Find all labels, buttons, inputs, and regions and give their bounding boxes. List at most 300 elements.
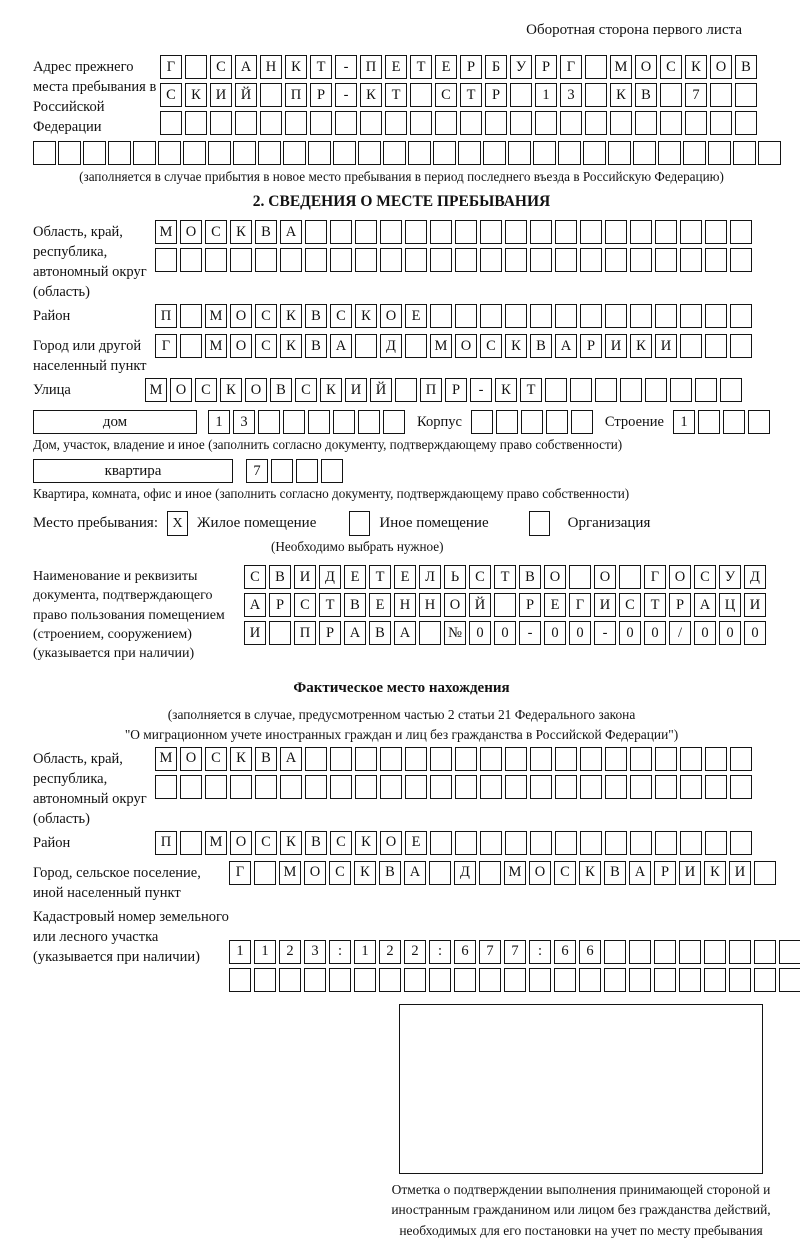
char-cell[interactable] [555, 304, 577, 328]
char-cell[interactable]: И [744, 593, 766, 617]
char-cell[interactable] [160, 111, 182, 135]
char-cell[interactable] [748, 410, 770, 434]
apartment-type-box[interactable]: квартира [33, 459, 233, 483]
char-cell[interactable] [260, 111, 282, 135]
char-cell[interactable] [180, 831, 202, 855]
char-cell[interactable]: О [635, 55, 657, 79]
char-cell[interactable] [654, 940, 676, 964]
char-cell[interactable]: Л [419, 565, 441, 589]
char-cell[interactable] [705, 220, 727, 244]
char-cell[interactable] [305, 747, 327, 771]
char-cell[interactable] [630, 248, 652, 272]
char-cell[interactable] [708, 141, 731, 165]
char-cell[interactable] [654, 968, 676, 992]
char-cell[interactable]: Д [454, 861, 476, 885]
char-cell[interactable]: - [335, 55, 357, 79]
char-cell[interactable]: В [530, 334, 552, 358]
char-cell[interactable]: Т [385, 83, 407, 107]
char-cell[interactable] [555, 747, 577, 771]
char-cell[interactable] [283, 141, 306, 165]
char-cell[interactable] [570, 378, 592, 402]
char-cell[interactable] [530, 220, 552, 244]
char-cell[interactable]: 1 [254, 940, 276, 964]
char-cell[interactable] [329, 968, 351, 992]
char-cell[interactable] [558, 141, 581, 165]
char-cell[interactable]: : [429, 940, 451, 964]
char-cell[interactable] [305, 775, 327, 799]
char-cell[interactable] [230, 248, 252, 272]
char-cell[interactable]: Н [260, 55, 282, 79]
char-cell[interactable] [305, 248, 327, 272]
char-cell[interactable] [585, 111, 607, 135]
char-cell[interactable]: Е [385, 55, 407, 79]
char-cell[interactable]: С [255, 304, 277, 328]
char-cell[interactable]: О [544, 565, 566, 589]
char-cell[interactable]: 0 [494, 621, 516, 645]
char-cell[interactable]: И [605, 334, 627, 358]
char-cell[interactable]: А [344, 621, 366, 645]
char-cell[interactable] [233, 141, 256, 165]
char-cell[interactable] [280, 248, 302, 272]
char-cell[interactable] [330, 220, 352, 244]
char-cell[interactable]: К [610, 83, 632, 107]
char-cell[interactable] [83, 141, 106, 165]
char-cell[interactable] [555, 220, 577, 244]
char-cell[interactable]: К [630, 334, 652, 358]
char-cell[interactable]: О [710, 55, 732, 79]
char-cell[interactable] [754, 940, 776, 964]
char-cell[interactable]: К [280, 334, 302, 358]
char-cell[interactable] [730, 304, 752, 328]
char-cell[interactable] [620, 378, 642, 402]
char-cell[interactable]: Д [744, 565, 766, 589]
char-cell[interactable] [608, 141, 631, 165]
char-cell[interactable]: Й [235, 83, 257, 107]
char-cell[interactable]: 6 [554, 940, 576, 964]
char-cell[interactable]: Р [310, 83, 332, 107]
char-cell[interactable]: С [330, 304, 352, 328]
char-cell[interactable] [210, 111, 232, 135]
char-cell[interactable] [758, 141, 781, 165]
char-cell[interactable]: А [694, 593, 716, 617]
char-cell[interactable]: И [345, 378, 367, 402]
char-cell[interactable] [655, 220, 677, 244]
char-cell[interactable] [454, 968, 476, 992]
char-cell[interactable] [433, 141, 456, 165]
char-cell[interactable] [705, 747, 727, 771]
char-cell[interactable]: Ц [719, 593, 741, 617]
char-cell[interactable] [629, 968, 651, 992]
char-cell[interactable] [730, 334, 752, 358]
char-cell[interactable] [569, 565, 591, 589]
char-cell[interactable] [530, 831, 552, 855]
char-cell[interactable] [680, 334, 702, 358]
char-cell[interactable] [605, 248, 627, 272]
char-cell[interactable] [455, 831, 477, 855]
char-cell[interactable]: О [180, 747, 202, 771]
char-cell[interactable]: Ь [444, 565, 466, 589]
char-cell[interactable]: К [579, 861, 601, 885]
char-cell[interactable] [580, 304, 602, 328]
char-cell[interactable] [555, 775, 577, 799]
char-cell[interactable]: В [270, 378, 292, 402]
char-cell[interactable]: М [279, 861, 301, 885]
char-cell[interactable]: М [430, 334, 452, 358]
char-cell[interactable]: 0 [744, 621, 766, 645]
char-cell[interactable] [260, 83, 282, 107]
char-cell[interactable]: Н [419, 593, 441, 617]
char-cell[interactable] [630, 747, 652, 771]
char-cell[interactable]: Т [310, 55, 332, 79]
char-cell[interactable] [680, 304, 702, 328]
char-cell[interactable] [360, 111, 382, 135]
char-cell[interactable]: В [344, 593, 366, 617]
char-cell[interactable] [355, 248, 377, 272]
char-cell[interactable] [505, 304, 527, 328]
char-cell[interactable] [510, 83, 532, 107]
char-cell[interactable] [545, 378, 567, 402]
char-cell[interactable] [685, 111, 707, 135]
char-cell[interactable] [308, 410, 330, 434]
char-cell[interactable]: П [294, 621, 316, 645]
char-cell[interactable] [530, 248, 552, 272]
char-cell[interactable]: С [294, 593, 316, 617]
char-cell[interactable] [505, 747, 527, 771]
char-cell[interactable]: 6 [579, 940, 601, 964]
char-cell[interactable]: С [660, 55, 682, 79]
char-cell[interactable] [383, 410, 405, 434]
char-cell[interactable]: К [505, 334, 527, 358]
char-cell[interactable] [279, 968, 301, 992]
char-cell[interactable]: С [435, 83, 457, 107]
char-cell[interactable] [255, 248, 277, 272]
char-cell[interactable] [455, 248, 477, 272]
char-cell[interactable]: 7 [685, 83, 707, 107]
char-cell[interactable]: В [519, 565, 541, 589]
char-cell[interactable] [485, 111, 507, 135]
char-cell[interactable]: О [594, 565, 616, 589]
char-cell[interactable] [779, 940, 800, 964]
char-cell[interactable] [404, 968, 426, 992]
char-cell[interactable] [335, 111, 357, 135]
stay-type-checkbox-other[interactable] [349, 511, 370, 536]
char-cell[interactable] [529, 968, 551, 992]
char-cell[interactable] [133, 141, 156, 165]
char-cell[interactable]: Е [405, 831, 427, 855]
char-cell[interactable]: С [160, 83, 182, 107]
char-cell[interactable]: С [295, 378, 317, 402]
char-cell[interactable] [455, 220, 477, 244]
char-cell[interactable] [208, 141, 231, 165]
char-cell[interactable] [580, 220, 602, 244]
char-cell[interactable]: С [205, 747, 227, 771]
char-cell[interactable] [610, 111, 632, 135]
char-cell[interactable]: М [205, 334, 227, 358]
char-cell[interactable] [385, 111, 407, 135]
char-cell[interactable] [405, 248, 427, 272]
char-cell[interactable]: С [330, 831, 352, 855]
char-cell[interactable] [710, 111, 732, 135]
char-cell[interactable]: Р [654, 861, 676, 885]
char-cell[interactable] [735, 83, 757, 107]
char-cell[interactable] [255, 775, 277, 799]
char-cell[interactable] [258, 410, 280, 434]
char-cell[interactable]: № [444, 621, 466, 645]
char-cell[interactable] [108, 141, 131, 165]
char-cell[interactable]: О [380, 304, 402, 328]
char-cell[interactable] [480, 248, 502, 272]
char-cell[interactable] [705, 248, 727, 272]
char-cell[interactable]: Г [644, 565, 666, 589]
char-cell[interactable] [630, 831, 652, 855]
char-cell[interactable] [698, 410, 720, 434]
char-cell[interactable] [33, 141, 56, 165]
char-cell[interactable]: 6 [454, 940, 476, 964]
char-cell[interactable] [296, 459, 318, 483]
char-cell[interactable] [480, 747, 502, 771]
char-cell[interactable] [680, 775, 702, 799]
char-cell[interactable] [155, 248, 177, 272]
char-cell[interactable]: Й [469, 593, 491, 617]
char-cell[interactable] [505, 775, 527, 799]
char-cell[interactable] [680, 747, 702, 771]
char-cell[interactable] [660, 83, 682, 107]
char-cell[interactable] [280, 775, 302, 799]
char-cell[interactable] [496, 410, 518, 434]
char-cell[interactable]: И [594, 593, 616, 617]
char-cell[interactable]: Е [394, 565, 416, 589]
char-cell[interactable] [605, 831, 627, 855]
char-cell[interactable]: А [244, 593, 266, 617]
char-cell[interactable]: А [280, 220, 302, 244]
char-cell[interactable] [723, 410, 745, 434]
char-cell[interactable] [679, 968, 701, 992]
char-cell[interactable] [405, 334, 427, 358]
char-cell[interactable]: Р [669, 593, 691, 617]
char-cell[interactable]: 7 [246, 459, 268, 483]
char-cell[interactable]: Р [445, 378, 467, 402]
char-cell[interactable]: М [155, 747, 177, 771]
char-cell[interactable] [605, 747, 627, 771]
char-cell[interactable]: У [510, 55, 532, 79]
char-cell[interactable] [585, 83, 607, 107]
char-cell[interactable]: 3 [304, 940, 326, 964]
char-cell[interactable]: П [155, 831, 177, 855]
char-cell[interactable]: 1 [354, 940, 376, 964]
char-cell[interactable] [680, 831, 702, 855]
char-cell[interactable] [508, 141, 531, 165]
char-cell[interactable] [479, 861, 501, 885]
char-cell[interactable] [595, 378, 617, 402]
char-cell[interactable] [380, 775, 402, 799]
char-cell[interactable] [380, 747, 402, 771]
char-cell[interactable]: Г [160, 55, 182, 79]
char-cell[interactable] [710, 83, 732, 107]
char-cell[interactable] [555, 831, 577, 855]
char-cell[interactable] [705, 775, 727, 799]
char-cell[interactable]: 0 [544, 621, 566, 645]
char-cell[interactable]: О [170, 378, 192, 402]
char-cell[interactable]: 0 [469, 621, 491, 645]
char-cell[interactable] [730, 775, 752, 799]
char-cell[interactable] [554, 968, 576, 992]
char-cell[interactable] [183, 141, 206, 165]
char-cell[interactable]: 1 [535, 83, 557, 107]
char-cell[interactable] [429, 861, 451, 885]
char-cell[interactable] [430, 248, 452, 272]
char-cell[interactable] [605, 775, 627, 799]
char-cell[interactable]: Е [369, 593, 391, 617]
char-cell[interactable]: К [220, 378, 242, 402]
char-cell[interactable] [380, 220, 402, 244]
char-cell[interactable] [310, 111, 332, 135]
char-cell[interactable]: П [420, 378, 442, 402]
char-cell[interactable]: В [379, 861, 401, 885]
char-cell[interactable] [629, 940, 651, 964]
char-cell[interactable]: С [205, 220, 227, 244]
char-cell[interactable]: Р [319, 621, 341, 645]
char-cell[interactable]: Р [519, 593, 541, 617]
char-cell[interactable] [405, 220, 427, 244]
char-cell[interactable]: К [185, 83, 207, 107]
char-cell[interactable] [730, 248, 752, 272]
char-cell[interactable] [695, 378, 717, 402]
char-cell[interactable]: М [504, 861, 526, 885]
char-cell[interactable] [655, 831, 677, 855]
char-cell[interactable] [185, 55, 207, 79]
char-cell[interactable] [408, 141, 431, 165]
char-cell[interactable]: 3 [233, 410, 255, 434]
char-cell[interactable]: К [285, 55, 307, 79]
char-cell[interactable] [683, 141, 706, 165]
char-cell[interactable]: И [679, 861, 701, 885]
char-cell[interactable] [380, 248, 402, 272]
char-cell[interactable]: В [305, 304, 327, 328]
char-cell[interactable]: О [304, 861, 326, 885]
char-cell[interactable]: 1 [208, 410, 230, 434]
char-cell[interactable]: К [280, 304, 302, 328]
char-cell[interactable]: С [210, 55, 232, 79]
char-cell[interactable] [630, 304, 652, 328]
char-cell[interactable] [530, 775, 552, 799]
char-cell[interactable] [705, 831, 727, 855]
char-cell[interactable] [455, 304, 477, 328]
char-cell[interactable]: О [230, 831, 252, 855]
char-cell[interactable] [704, 968, 726, 992]
char-cell[interactable] [430, 304, 452, 328]
char-cell[interactable] [730, 747, 752, 771]
char-cell[interactable]: К [230, 747, 252, 771]
char-cell[interactable] [333, 141, 356, 165]
char-cell[interactable]: С [554, 861, 576, 885]
char-cell[interactable] [354, 968, 376, 992]
char-cell[interactable] [630, 775, 652, 799]
char-cell[interactable]: А [394, 621, 416, 645]
char-cell[interactable] [305, 220, 327, 244]
char-cell[interactable]: Р [485, 83, 507, 107]
char-cell[interactable] [604, 940, 626, 964]
char-cell[interactable] [580, 747, 602, 771]
char-cell[interactable]: С [619, 593, 641, 617]
char-cell[interactable]: К [354, 861, 376, 885]
char-cell[interactable]: О [230, 334, 252, 358]
char-cell[interactable]: С [195, 378, 217, 402]
char-cell[interactable]: К [685, 55, 707, 79]
char-cell[interactable] [730, 831, 752, 855]
char-cell[interactable] [410, 111, 432, 135]
char-cell[interactable]: С [329, 861, 351, 885]
char-cell[interactable]: И [294, 565, 316, 589]
char-cell[interactable]: И [655, 334, 677, 358]
char-cell[interactable] [779, 968, 800, 992]
char-cell[interactable]: Й [370, 378, 392, 402]
char-cell[interactable]: 0 [719, 621, 741, 645]
char-cell[interactable] [480, 831, 502, 855]
char-cell[interactable]: - [335, 83, 357, 107]
char-cell[interactable]: А [404, 861, 426, 885]
char-cell[interactable]: П [360, 55, 382, 79]
char-cell[interactable] [330, 248, 352, 272]
char-cell[interactable]: А [629, 861, 651, 885]
char-cell[interactable] [521, 410, 543, 434]
char-cell[interactable] [333, 410, 355, 434]
char-cell[interactable]: В [269, 565, 291, 589]
char-cell[interactable]: Т [520, 378, 542, 402]
char-cell[interactable]: Р [535, 55, 557, 79]
char-cell[interactable] [670, 378, 692, 402]
char-cell[interactable] [430, 220, 452, 244]
char-cell[interactable] [358, 141, 381, 165]
char-cell[interactable] [330, 775, 352, 799]
char-cell[interactable]: В [255, 220, 277, 244]
char-cell[interactable]: 7 [479, 940, 501, 964]
char-cell[interactable]: - [519, 621, 541, 645]
char-cell[interactable] [460, 111, 482, 135]
char-cell[interactable]: Г [560, 55, 582, 79]
char-cell[interactable] [680, 248, 702, 272]
char-cell[interactable] [258, 141, 281, 165]
char-cell[interactable] [504, 968, 526, 992]
char-cell[interactable] [379, 968, 401, 992]
char-cell[interactable] [429, 968, 451, 992]
char-cell[interactable] [645, 378, 667, 402]
char-cell[interactable] [505, 220, 527, 244]
char-cell[interactable] [229, 968, 251, 992]
char-cell[interactable]: М [155, 220, 177, 244]
char-cell[interactable]: Г [229, 861, 251, 885]
char-cell[interactable] [405, 747, 427, 771]
char-cell[interactable]: С [255, 334, 277, 358]
char-cell[interactable]: К [360, 83, 382, 107]
char-cell[interactable]: В [735, 55, 757, 79]
char-cell[interactable]: С [244, 565, 266, 589]
char-cell[interactable] [355, 775, 377, 799]
char-cell[interactable]: К [704, 861, 726, 885]
char-cell[interactable] [430, 747, 452, 771]
char-cell[interactable] [430, 831, 452, 855]
char-cell[interactable] [479, 968, 501, 992]
char-cell[interactable] [533, 141, 556, 165]
stay-type-checkbox-residential[interactable]: X [167, 511, 188, 536]
char-cell[interactable]: М [205, 831, 227, 855]
char-cell[interactable] [304, 968, 326, 992]
char-cell[interactable] [180, 775, 202, 799]
char-cell[interactable] [458, 141, 481, 165]
char-cell[interactable]: О [380, 831, 402, 855]
char-cell[interactable] [605, 304, 627, 328]
char-cell[interactable]: Р [269, 593, 291, 617]
char-cell[interactable] [580, 248, 602, 272]
